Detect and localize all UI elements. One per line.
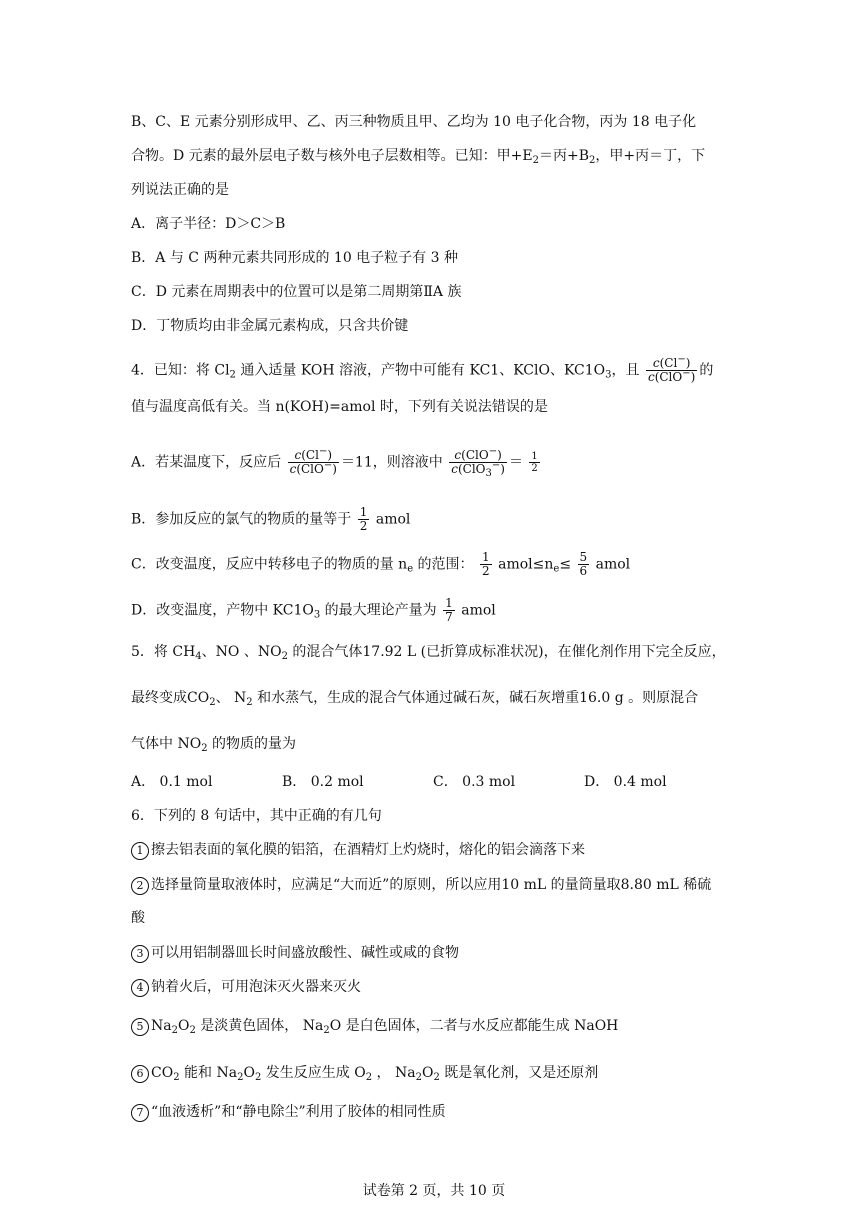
q4-option-d: D．改变温度，产物中 $KC1O_3$ 的最大理论产量为 $\frac{1}{7}$ amol [131, 596, 496, 624]
five-sixths-fraction: $\frac{5}{6}$ [579, 550, 588, 578]
q6-stem: 6．下列的 8 句话中，其中正确的有几句 [131, 808, 382, 824]
q3-option-b: B．A 与 C 两种元素共同形成的 10 电子粒子有 3 种 [131, 250, 458, 266]
circled-4-icon: 4 [131, 979, 149, 997]
q5-option-a: A． 0.1 mol [131, 774, 213, 790]
q6-statement-2-cont: 酸 [131, 910, 145, 926]
one-seventh-fraction: $\frac{1}{7}$ [445, 596, 453, 624]
q6-statement-4: 4 钠着火后，可用泡沫灭火器来灭火 [131, 977, 361, 997]
circled-5-icon: 5 [131, 1018, 149, 1036]
q5-option-c: C． 0.3 mol [433, 774, 516, 790]
one-half-fraction-b: $\frac{1}{2}$ [359, 505, 368, 533]
q6-statement-7: 7 “血液透析”和“静电除尘”利用了胶体的相同性质 [131, 1102, 446, 1122]
q3-option-a: A．离子半径：D＞C＞B [131, 216, 286, 232]
circled-7-icon: 7 [131, 1104, 149, 1122]
q3-option-d: D．丁物质均由非金属元素构成，只含共价键 [131, 318, 409, 334]
q3-line1: B、C、E 元素分别形成甲、乙、丙三种物质且甲、乙均为 10 电子化合物，丙为 18 电子化 [131, 114, 697, 130]
one-half-fraction-c: $\frac{1}{2}$ [482, 550, 490, 578]
circled-2-icon: 2 [131, 877, 149, 895]
q4-line2: 值与温度高低有关。当 n(KOH)=amol 时，下列有关说法错误的是 [131, 399, 548, 415]
q5-option-d: D． 0.4 mol [584, 774, 667, 790]
ratio-cl-clo-fraction-a: $\frac{c(Cl^-)}{c(ClO^-)}$ [289, 446, 337, 476]
q4-option-b: B．参加反应的氯气的物质的量等于 $\frac{1}{2}$ amol [131, 505, 411, 533]
q3-line3: 列说法正确的是 [131, 182, 229, 198]
q6-statement-6: 6 $CO_2$ 能和 $Na_2O_2$ 发生反应生成 $O_2$ ， $Na_2O_2$ 既是氧化剂，又是还原剂 [131, 1063, 598, 1083]
page-footer: 试卷第 2 页，共 10 页 [362, 1183, 506, 1199]
q5-line1: 5．将 $CH_4$、NO 、$NO_2$ 的混合气体17.92 L (已折算成标准状况)，在催化剂作用下完全反应， [131, 644, 726, 662]
q6-statement-3: 3 可以用铝制器皿长时间盛放酸性、碱性或咸的食物 [131, 943, 459, 963]
ratio-cl-clo-fraction: $\frac{c(Cl^-)}{c(ClO^-)}$ [647, 354, 696, 384]
q4-option-a: A．若某温度下，反应后 $\frac{c(Cl^-)}{c(ClO^-)}$ ＝11，则溶液中 $\frac{c(ClO^-)}{c(ClO_3^-)}$ ＝ $\frac{1}{2}$ [131, 446, 538, 479]
q5-line2: 最终变成$CO_2$、 $N_2$ 和水蒸气，生成的混合气体通过碱石灰，碱石灰增重16.0 g 。则原混合 [131, 690, 699, 708]
q6-statement-1: 1 擦去铝表面的氧化膜的铝箔，在酒精灯上灼烧时，熔化的铝会滴落下来 [131, 840, 585, 860]
q4-option-c: C．改变温度，反应中转移电子的物质的量 $n_e$ 的范围： $\frac{1}{2}$ $amol\le n_e\le$ $\frac{5}{6}$ amol [131, 550, 631, 578]
circled-1-icon: 1 [131, 842, 149, 860]
q3-option-c: C．D 元素在周期表中的位置可以是第二周期第ⅡA 族 [131, 284, 462, 300]
circled-3-icon: 3 [131, 945, 149, 963]
circled-6-icon: 6 [131, 1065, 149, 1083]
one-half-fraction: $\frac{1}{2}$ [531, 451, 538, 474]
q6-statement-2: 2 选择量筒量取液体时，应满足“大而近”的原则，所以应用10 mL 的量筒量取8.80 mL 稀硫 [131, 875, 711, 895]
q5-option-b: B． 0.2 mol [282, 774, 364, 790]
q6-statement-5: 5 $Na_2O_2$ 是淡黄色固体， $Na_2O$ 是白色固体，二者与水反应都能生成 NaOH [131, 1016, 618, 1036]
q4-line1: 4．已知：将 $Cl_2$ 通入适量 KOH 溶液，产物中可能有 KC1、KClO、$KC1O_3$，且 $\frac{c(Cl^-)}{c(ClO^-)}$ 的 [131, 354, 714, 384]
q3-line2: 合物。D 元素的最外层电子数与核外电子层数相等。已知：甲$+E_2=$丙$+B_2$，甲+丙＝丁，下 [131, 148, 706, 166]
q5-line3: 气体中 $NO_2$ 的物质的量为 [131, 736, 297, 754]
ratio-clo-clo3-fraction: $\frac{c(ClO^-)}{c(ClO_3^-)}$ [451, 446, 505, 479]
